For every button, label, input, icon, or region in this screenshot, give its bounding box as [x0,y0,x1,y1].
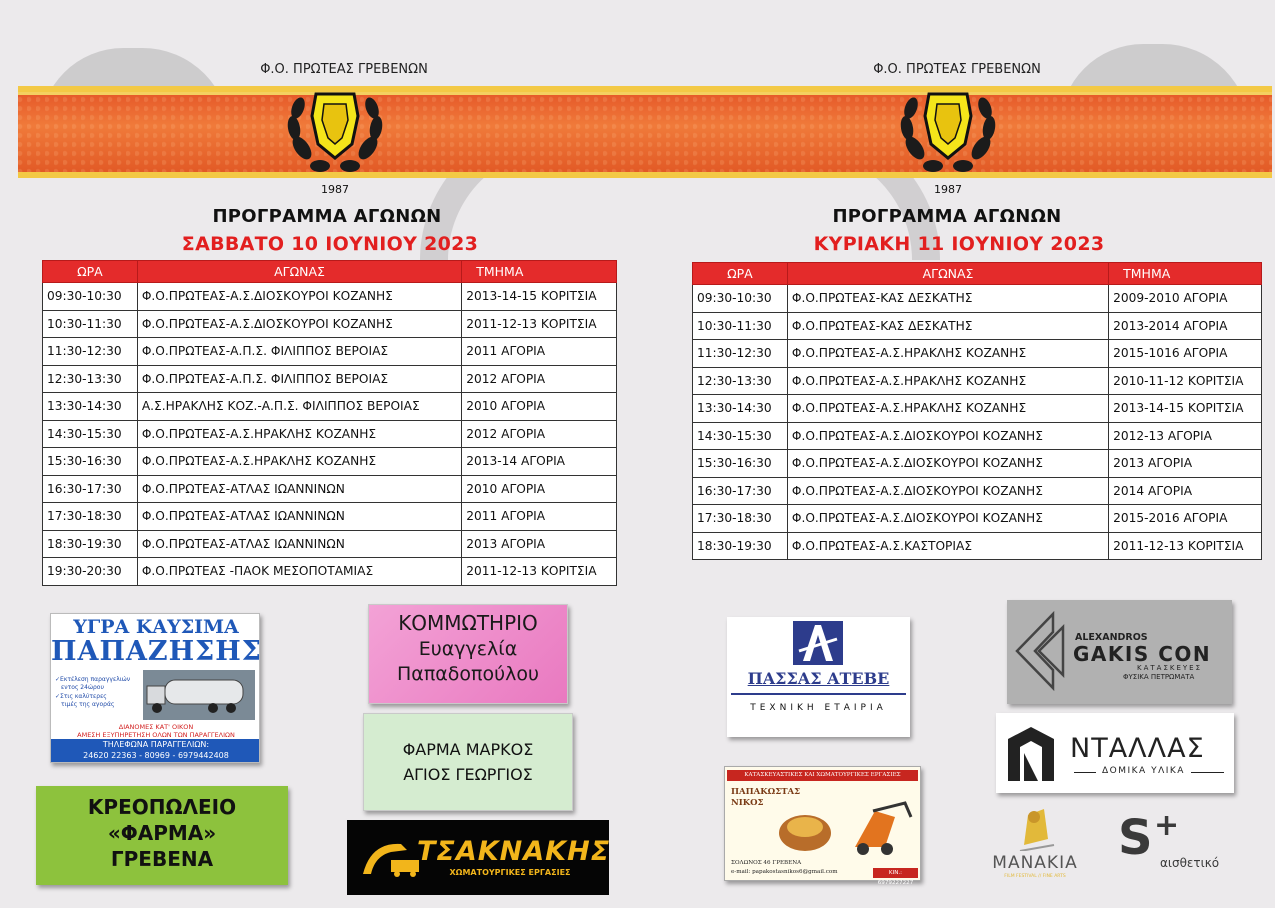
table-row [693,340,1262,368]
time-cell: 16:30-17:30 [43,475,138,503]
match-cell: Φ.Ο.ΠΡΩΤΕΑΣ-ΑΤΛΑΣ ΙΩΑΝΝΙΝΩΝ [137,503,461,531]
founding-year-right: 1987 [934,183,962,196]
table-row [43,530,617,558]
col-header-match: ΑΓΩΝΑΣ [787,263,1108,285]
match-cell: Φ.Ο.ΠΡΩΤΕΑΣ-Α.Σ.ΔΙΟΣΚΟΥΡΟΙ ΚΟΖΑΝΗΣ [137,283,461,311]
papakostas-name2: ΝΙΚΟΣ [731,798,764,808]
match-cell: Φ.Ο.ΠΡΩΤΕΑΣ-ΑΤΛΑΣ ΙΩΑΝΝΙΝΩΝ [137,475,461,503]
match-cell: Φ.Ο.ΠΡΩΤΕΑΣ -ΠΑΟΚ ΜΕΣΟΠΟΤΑΜΙΑΣ [137,558,461,586]
match-cell: Φ.Ο.ΠΡΩΤΕΑΣ-Α.Σ.ΗΡΑΚΛΗΣ ΚΟΖΑΝΗΣ [137,448,461,476]
date-title-sunday: ΚΥΡΙΑΚΗ 11 ΙΟΥΝΙΟΥ 2023 [813,233,1105,255]
time-cell: 17:30-18:30 [693,505,788,533]
time-cell: 12:30-13:30 [693,367,788,395]
excavator-icon [361,838,421,878]
match-cell: Φ.Ο.ΠΡΩΤΕΑΣ-ΑΤΛΑΣ ΙΩΑΝΝΙΝΩΝ [137,530,461,558]
table-row [693,395,1262,423]
time-cell: 14:30-15:30 [43,420,138,448]
program-title-right: ΠΡΟΓΡΑΜΜΑ ΑΓΩΝΩΝ [832,206,1062,227]
section-cell: 2013-14 ΑΓΟΡΙΑ [462,448,617,476]
section-cell: 2010 ΑΓΟΡΙΑ [462,393,617,421]
table-row [43,448,617,476]
papakostas-top: ΚΑΤΑΣΚΕΥΑΣΤΙΚΕΣ ΚΑΙ ΧΩΜΑΤΟΥΡΓΙΚΕΣ ΕΡΓΑΣΙΕΣ [727,770,918,781]
date-title-saturday: ΣΑΒΒΑΤΟ 10 ΙΟΥΝΙΟΥ 2023 [181,233,479,255]
table-row [43,475,617,503]
col-header-section: ΤΜΗΜΑ [462,261,617,283]
passas-divider [731,693,906,695]
founding-year-left: 1987 [321,183,349,196]
splus-plus: + [1154,808,1180,843]
time-cell: 09:30-10:30 [43,283,138,311]
time-cell: 10:30-11:30 [43,310,138,338]
section-cell: 2015-1016 ΑΓΟΡΙΑ [1109,340,1262,368]
time-cell: 15:30-16:30 [693,450,788,478]
papakostas-phone: ΚΙΝ.: 6979227227 [873,868,918,878]
sponsor-kommotirio [368,604,568,704]
kreopoleio-line2: «ΦΑΡΜΑ» [107,821,217,845]
ntallas-logo-icon [1004,725,1058,783]
match-cell: Φ.Ο.ΠΡΩΤΕΑΣ-ΚΑΣ ΔΕΣΚΑΤΗΣ [787,312,1108,340]
table-row [43,420,617,448]
ntallas-sub: ΔΟΜΙΚΑ ΥΛΙΚΑ [1096,766,1191,776]
gakis-logo-icon [1013,608,1069,694]
time-cell: 18:30-19:30 [43,530,138,558]
construction-tools-icon [765,797,915,857]
papazisis-bullet1: ✓Εκτέλεση παραγγελιών [55,676,131,683]
section-cell: 2013-14-15 ΚΟΡΙΤΣΙΑ [462,283,617,311]
sponsor-tsaknakis [347,820,609,895]
table-row [693,312,1262,340]
section-cell: 2012 ΑΓΟΡΙΑ [462,365,617,393]
papazisis-bullet2: ✓Στις καλύτερες [55,693,107,700]
club-emblem-left [280,86,390,178]
match-cell: Φ.Ο.ΠΡΩΤΕΑΣ-Α.Σ.ΔΙΟΣΚΟΥΡΟΙ ΚΟΖΑΝΗΣ [787,477,1108,505]
table-row [43,558,617,586]
farma-markos-line2: ΑΓΙΟΣ ΓΕΩΡΓΙΟΣ [403,765,533,784]
papazisis-phones: 24620 22363 - 80969 - 6979442408 [83,751,229,760]
section-cell: 2012 ΑΓΟΡΙΑ [462,420,617,448]
table-row [693,422,1262,450]
sponsor-passas [727,617,910,737]
papazisis-line1: ΥΓΡΑ ΚΑΥΣΙΜΑ [73,616,239,638]
sponsor-kreopoleio [36,786,288,885]
papazisis-phones-label: ΤΗΛΕΦΩΝΑ ΠΑΡΑΓΓΕΛΙΩΝ: [102,740,210,749]
match-cell: Φ.Ο.ΠΡΩΤΕΑΣ-Α.Σ.ΚΑΣΤΟΡΙΑΣ [787,532,1108,560]
table-row [693,450,1262,478]
match-cell: Α.Σ.ΗΡΑΚΛΗΣ ΚΟΖ.-Α.Π.Σ. ΦΙΛΙΠΠΟΣ ΒΕΡΟΙΑΣ [137,393,461,421]
kommotirio-line3: Παπαδοπούλου [397,663,539,685]
section-cell: 2014 ΑΓΟΡΙΑ [1109,477,1262,505]
section-cell: 2013-2014 ΑΓΟΡΙΑ [1109,312,1262,340]
table-row [43,283,617,311]
splus-sub: αισθετικό [1160,856,1220,870]
match-cell: Φ.Ο.ΠΡΩΤΕΑΣ-Α.Σ.ΗΡΑΚΛΗΣ ΚΟΖΑΝΗΣ [787,340,1108,368]
sponsor-splus [1118,808,1228,880]
papazisis-delivery2: ΑΜΕΣΗ ΕΞΥΠΗΡΕΤΗΣΗ ΟΛΩΝ ΤΩΝ ΠΑΡΑΓΓΕΛΙΩΝ [77,731,235,739]
kommotirio-line1: ΚΟΜΜΩΤΗΡΙΟ [398,611,538,635]
time-cell: 09:30-10:30 [693,285,788,313]
section-cell: 2011-12-13 ΚΟΡΙΤΣΙΑ [1109,532,1262,560]
time-cell: 11:30-12:30 [43,338,138,366]
kommotirio-line2: Ευαγγελία [418,638,518,660]
section-cell: 2012-13 ΑΓΟΡΙΑ [1109,422,1262,450]
time-cell: 19:30-20:30 [43,558,138,586]
match-cell: Φ.Ο.ΠΡΩΤΕΑΣ-Α.Σ.ΔΙΟΣΚΟΥΡΟΙ ΚΟΖΑΝΗΣ [787,505,1108,533]
gakis-line4: ΦΥΣΙΚΑ ΠΕΤΡΩΜΑΤΑ [1123,673,1195,681]
time-cell: 16:30-17:30 [693,477,788,505]
time-cell: 13:30-14:30 [43,393,138,421]
time-cell: 13:30-14:30 [693,395,788,423]
section-cell: 2010 ΑΓΟΡΙΑ [462,475,617,503]
table-row [43,393,617,421]
time-cell: 18:30-19:30 [693,532,788,560]
tsaknakis-sub: ΧΩΜΑΤΟΥΡΓΙΚΕΣ ΕΡΓΑΣΙΕΣ [449,868,571,877]
sponsor-gakis [1007,600,1232,704]
table-row [693,367,1262,395]
time-cell: 12:30-13:30 [43,365,138,393]
section-cell: 2011-12-13 ΚΟΡΙΤΣΙΑ [462,310,617,338]
sponsor-papakostas [724,766,921,886]
table-row [43,365,617,393]
col-header-time: ΩΡΑ [693,263,788,285]
match-cell: Φ.Ο.ΠΡΩΤΕΑΣ-Α.Π.Σ. ΦΙΛΙΠΠΟΣ ΒΕΡΟΙΑΣ [137,338,461,366]
gakis-line1: ALEXANDROS [1075,632,1148,643]
table-row [693,532,1262,560]
passas-name: ΠΑΣΣΑΣ ΑΤΕΒΕ [747,669,890,688]
splus-mark: S [1118,810,1153,866]
schedule-table-sunday [692,262,1262,560]
papazisis-bullet1b: εντος 24ώρου [61,684,104,691]
match-cell: Φ.Ο.ΠΡΩΤΕΑΣ-Α.Σ.ΗΡΑΚΛΗΣ ΚΟΖΑΝΗΣ [787,367,1108,395]
col-header-time: ΩΡΑ [43,261,138,283]
kreopoleio-line3: ΓΡΕΒΕΝΑ [110,847,214,871]
sponsor-papazisis [50,613,260,763]
table-row [693,505,1262,533]
col-header-match: ΑΓΩΝΑΣ [137,261,461,283]
table-row [693,477,1262,505]
gakis-line2: GAKIS CON [1073,642,1212,666]
section-cell: 2011 ΑΓΟΡΙΑ [462,338,617,366]
manakia-sub: FILM FESTIVAL // FINE ARTS [1004,874,1066,879]
section-cell: 2013-14-15 ΚΟΡΙΤΣΙΑ [1109,395,1262,423]
table-row [43,338,617,366]
sunday-rows [693,285,1262,560]
papazisis-bullet2b: τιμές της αγοράς [61,701,115,708]
sponsor-manakia [980,803,1090,883]
section-cell: 2015-2016 ΑΓΟΡΙΑ [1109,505,1262,533]
club-emblem-right [893,86,1003,178]
section-cell: 2011-12-13 ΚΟΡΙΤΣΙΑ [462,558,617,586]
section-cell: 2010-11-12 ΚΟΡΙΤΣΙΑ [1109,367,1262,395]
match-cell: Φ.Ο.ΠΡΩΤΕΑΣ-Α.Σ.ΗΡΑΚΛΗΣ ΚΟΖΑΝΗΣ [137,420,461,448]
saturday-rows [43,283,617,586]
fuel-truck-icon [143,670,255,720]
papazisis-delivery1: ΔΙΑΝΟΜΕΣ ΚΑΤ' ΟΙΚΟΝ [118,723,194,731]
club-name-right: Φ.Ο. ΠΡΩΤΕΑΣ ΓΡΕΒΕΝΩΝ [873,62,1041,77]
passas-sub: ΤΕΧΝΙΚΗ ΕΤΑΙΡΙΑ [750,703,887,713]
table-row [43,503,617,531]
table-row [43,310,617,338]
section-cell: 2009-2010 ΑΓΟΡΙΑ [1109,285,1262,313]
match-cell: Φ.Ο.ΠΡΩΤΕΑΣ-ΚΑΣ ΔΕΣΚΑΤΗΣ [787,285,1108,313]
club-name-left: Φ.Ο. ΠΡΩΤΕΑΣ ΓΡΕΒΕΝΩΝ [260,62,428,77]
manakia-name: MANAKIA [992,853,1078,873]
papazisis-line2: ΠΑΠΑΖΗΣΗΣ [51,636,262,667]
time-cell: 14:30-15:30 [693,422,788,450]
match-cell: Φ.Ο.ΠΡΩΤΕΑΣ-Α.Σ.ΔΙΟΣΚΟΥΡΟΙ ΚΟΖΑΝΗΣ [787,450,1108,478]
ntallas-name: ΝΤΑΛΛΑΣ [1070,733,1205,764]
time-cell: 10:30-11:30 [693,312,788,340]
schedule-table-saturday [42,260,617,586]
match-cell: Φ.Ο.ΠΡΩΤΕΑΣ-Α.Σ.ΗΡΑΚΛΗΣ ΚΟΖΑΝΗΣ [787,395,1108,423]
farma-markos-line1: ΦΑΡΜΑ ΜΑΡΚΟΣ [402,740,534,759]
papakostas-name1: ΠΑΠΑΚΩΣΤΑΣ [731,787,801,797]
papakostas-email: e-mail: papakostasnikos6@gmail.com [731,869,838,875]
program-title-left: ΠΡΟΓΡΑΜΜΑ ΑΓΩΝΩΝ [212,206,442,227]
time-cell: 15:30-16:30 [43,448,138,476]
sponsor-farma-markos [363,713,573,811]
time-cell: 17:30-18:30 [43,503,138,531]
section-cell: 2013 ΑΓΟΡΙΑ [462,530,617,558]
papakostas-address: ΣΟΛΩΝΟΣ 46 ΓΡΕΒΕΝΑ [731,860,802,866]
section-cell: 2013 ΑΓΟΡΙΑ [1109,450,1262,478]
time-cell: 11:30-12:30 [693,340,788,368]
manakia-logo-icon [1014,805,1056,851]
match-cell: Φ.Ο.ΠΡΩΤΕΑΣ-Α.Σ.ΔΙΟΣΚΟΥΡΟΙ ΚΟΖΑΝΗΣ [137,310,461,338]
match-cell: Φ.Ο.ΠΡΩΤΕΑΣ-Α.Π.Σ. ΦΙΛΙΠΠΟΣ ΒΕΡΟΙΑΣ [137,365,461,393]
col-header-section: ΤΜΗΜΑ [1109,263,1262,285]
sponsor-ntallas [996,713,1234,793]
passas-logo-icon [793,621,843,665]
gakis-line3: ΚΑΤΑΣΚΕΥΕΣ [1137,664,1203,672]
kreopoleio-line1: ΚΡΕΟΠΩΛΕΙΟ [87,795,237,819]
basketball-band [18,92,1272,172]
table-row [693,285,1262,313]
tsaknakis-name: ΤΣΑΚΝΑΚΗΣ [417,836,611,867]
match-cell: Φ.Ο.ΠΡΩΤΕΑΣ-Α.Σ.ΔΙΟΣΚΟΥΡΟΙ ΚΟΖΑΝΗΣ [787,422,1108,450]
section-cell: 2011 ΑΓΟΡΙΑ [462,503,617,531]
